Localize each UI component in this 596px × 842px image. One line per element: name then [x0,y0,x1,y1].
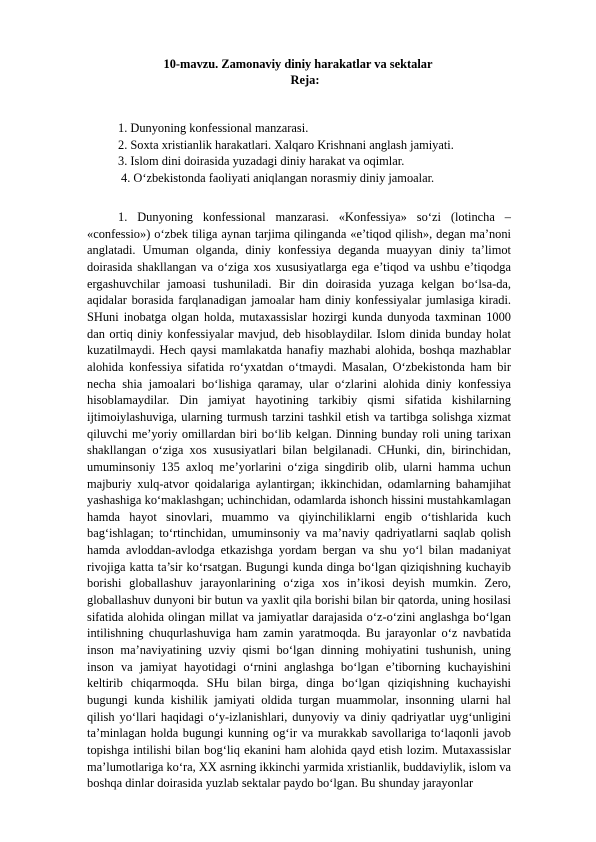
plan-item: 2. Soxta xristianlik harakatlari. Xalqaro Krishnani anglash jamiyati. [118,137,454,152]
document-title: 10-mavzu. Zamonaviy diniy harakatlar va sektalar [163,57,433,71]
plan-list [118,120,454,186]
plan-item: 1. Dunyoning konfessional manzarasi. [118,121,309,135]
body-paragraph: 1. Dunyoning konfessional manzarasi. «Konfessiya» so‘zi (lotincha – «confessio») o‘zbek tiliga aynan tarjima qilinganda «e’tiqod qilish», degan ma’noni anglatadi. Umuman olganda, diniy konfessiya deganda muayyan diniy ta’limot doirasida shakllangan va o‘ziga xos xususiyatlarga ega e’tiqod va ushbu e’tiqodga ergashuvchilar jamoasi tushuniladi. Bir din doirasida yuzaga kelgan bo‘lsa-da, aqidalar borasida farqlanadigan jamoalar ham diniy konfessiyalar jumlasiga kiradi. SHuni inobatga olgan holda, mutaxassislar hozirgi kunda dunyoda taxminan 1000 dan ortiq diniy konfessiyalar mavjud, deb hisoblaydilar. Islom dinida bunday holat kuzatilmaydi. Hech qaysi mamlakatda hanafiy mazhabi alohida, boshqa mazhablar alohida konfessiya sifatida ro‘yxatdan o‘tmaydi. Masalan, O‘zbekistonda ham bir necha shia jamoalari bo‘lishiga qaramay, ular o‘zlarini alohida diniy konfessiya hisoblamaydilar. Din jamiyat hayotining tarkibiy qismi sifatida kishilarning ijtimoiylashuviga, ularning turmush tarzini tashkil etish va tartibga solishga xizmat qiluvchi me’yoriy omillardan biri bo‘lib kelgan. Dinning bunday roli uning tarixan shakllangan o‘ziga xos xususiyatlari bilan belgilanadi. CHunki, din, birinchidan, umuminsoniy 135 axloq me’yorlarini o‘ziga singdirib olib, ularni hamma uchun majburiy xulq-atvor qoidalariga aylantirgan; ikkinchidan, odamlarning bahamjihat yashashiga ko‘maklashgan; uchinchidan, odamlarda ishonch hissini mustahkamlagan hamda hayot sinovlari, muammo va qiyinchiliklarni engib o‘tishlarida kuch bag‘ishlagan; to‘rtinchidan, umuminsoniy va ma’naviy qadriyatlarni saqlab qolish hamda avloddan-avlodga etkazishga yordam bergan va shu yo‘l bilan madaniyat rivojiga katta ta’sir ko‘rsatgan. Bugungi kunda dinga bo‘lgan qiziqishning kuchayib borishi globallashuv jarayonlarining o‘ziga xos in’ikosi deyish mumkin. Zero, globallashuv dunyoni bir butun va yaxlit qila borishi bilan bir qatorda, uning hosilasi sifatida alohida olingan millat va jamiyatlar darajasida o‘z-o‘zini anglashga bo‘lgan intilishning chuqurlashuviga ham zamin yaratmoqda. Bu jarayonlar o‘z navbatida inson ma’naviyatining uzviy qismi bo‘lgan dinning mohiyatini tushunish, uning inson va jamiyat hayotidagi o‘rnini anglashga bo‘lgan e’tiborning kuchayishini keltirib chiqarmoqda. SHu bilan birga, dinga bo‘lgan qiziqishning kuchayishi bugungi kunda kishilik jamiyati oldida turgan muammolar, insonning ularni hal qilish yo‘llari haqidagi o‘y-izlanishlari, dunyoviy va diniy qadriyatlar uyg‘unligini ta’minlagan holda bugungi kunning og‘ir va murakkab savollariga to‘laqonli javob topishga intilishi bilan bog‘liq ekanini ham alohida qayd etish lozim. Mutaxassislar ma’lumotlariga ko‘ra, XX asrning ikkinchi yarmida xristianlik, buddaviylik, islom va boshqa dinlar doirasida yuzlab sektalar paydo bo‘lgan. Bu shunday jarayonlar [87,210,511,791]
plan-item: 4. O‘zbekistonda faoliyati aniqlangan norasmiy diniy jamoalar. [121,170,435,185]
plan-heading: Reja: [290,73,320,87]
plan-item: 3. Islom dini doirasida yuzadagi diniy harakat va oqimlar. [118,154,405,169]
